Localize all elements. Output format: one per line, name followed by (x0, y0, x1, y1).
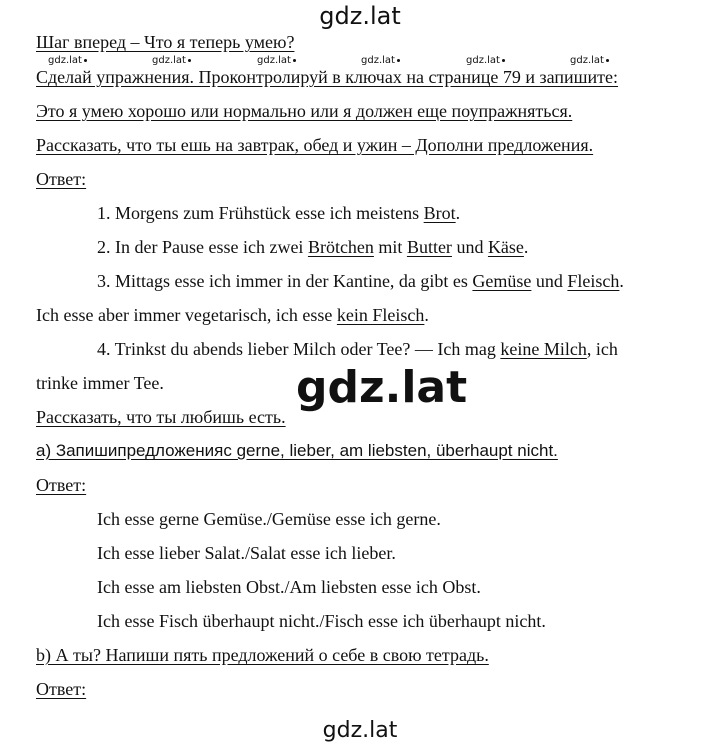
sentence-2-text-b: mit (373, 237, 407, 257)
watermark-middle: gdz.lat (296, 362, 468, 413)
watermark-small-6: gdz.lat (570, 55, 609, 66)
sentence-4-word: keine Milch (500, 339, 587, 359)
watermark-small-4: gdz.lat (361, 55, 400, 66)
watermark-top: gdz.lat (319, 2, 401, 30)
task-1: Рассказать, что ты ешь на завтрак, обед и ужин – Дополни предложения. (36, 135, 594, 155)
watermark-small-2: gdz.lat (152, 55, 191, 66)
answer-3: Ich esse am liebsten Obst./Am liebsten esse ich Obst. (97, 577, 481, 597)
answer-label-1: Ответ: (36, 169, 87, 189)
instruction-1: Сделай упражнения. Проконтролируй в ключах на странице 79 и запишите: (36, 67, 619, 87)
sentence-3 (97, 271, 624, 292)
sentence-3b-end: . (424, 305, 429, 325)
watermark-small-1: gdz.lat (48, 55, 87, 66)
sentence-3-continued (36, 305, 429, 326)
task-2b: b) А ты? Напиши пять предложений о себе в свою тетрадь. (36, 645, 489, 665)
sentence-4-text: 4. Trinkst du abends lieber Milch oder Tee? — Ich mag (97, 339, 501, 359)
instruction-2: Это я умею хорошо или нормально или я должен еще поупражняться. (36, 101, 573, 121)
sentence-2-text: 2. In der Pause esse ich zwei (97, 237, 308, 257)
watermark-small-3: gdz.lat (257, 55, 296, 66)
sentence-3-text-b: und (531, 271, 568, 291)
sentence-3-word-1: Gemüse (472, 271, 532, 291)
sentence-3b-text: Ich esse aber immer vegetarisch, ich esse (36, 305, 337, 325)
answer-label-3: Ответ: (36, 679, 87, 699)
sentence-2-word-3: Käse (487, 237, 524, 257)
sentence-3-word-2: Fleisch (567, 271, 620, 291)
task-2a: а) Запишипредложенияс gerne, lieber, am liebsten, überhaupt nicht. (36, 441, 558, 460)
answer-2: Ich esse lieber Salat./Salat esse ich lieber. (97, 543, 396, 563)
sentence-1-text: 1. Morgens zum Frühstück esse ich meistens (97, 203, 424, 223)
sentence-4 (97, 339, 618, 360)
sentence-2-word-2: Butter (406, 237, 452, 257)
sentence-3-end: . (619, 271, 624, 291)
sentence-3-text: 3. Mittags esse ich immer in der Kantine, da gibt es (97, 271, 473, 291)
sentence-1 (97, 203, 460, 224)
sentence-1-end: . (455, 203, 461, 223)
heading: Шаг вперед – Что я теперь умею? (36, 32, 295, 52)
answer-1: Ich esse gerne Gemüse./Gemüse esse ich gerne. (97, 509, 441, 529)
sentence-2 (97, 237, 528, 258)
sentence-2-word-1: Brötchen (307, 237, 374, 257)
sentence-4-end: , ich (586, 339, 618, 359)
sentence-1-word: Brot (423, 203, 456, 223)
watermark-bottom: gdz.lat (322, 718, 398, 743)
sentence-3b-word: kein Fleisch (336, 305, 425, 325)
sentence-4-continued: trinke immer Tee. (36, 373, 164, 393)
sentence-2-text-c: und (451, 237, 488, 257)
answer-4: Ich esse Fisch überhaupt nicht./Fisch esse ich überhaupt nicht. (97, 611, 546, 631)
watermark-small-5: gdz.lat (466, 55, 505, 66)
sentence-2-end: . (523, 237, 529, 257)
task-2: Рассказать, что ты любишь есть. (36, 407, 286, 427)
answer-label-2: Ответ: (36, 475, 87, 495)
